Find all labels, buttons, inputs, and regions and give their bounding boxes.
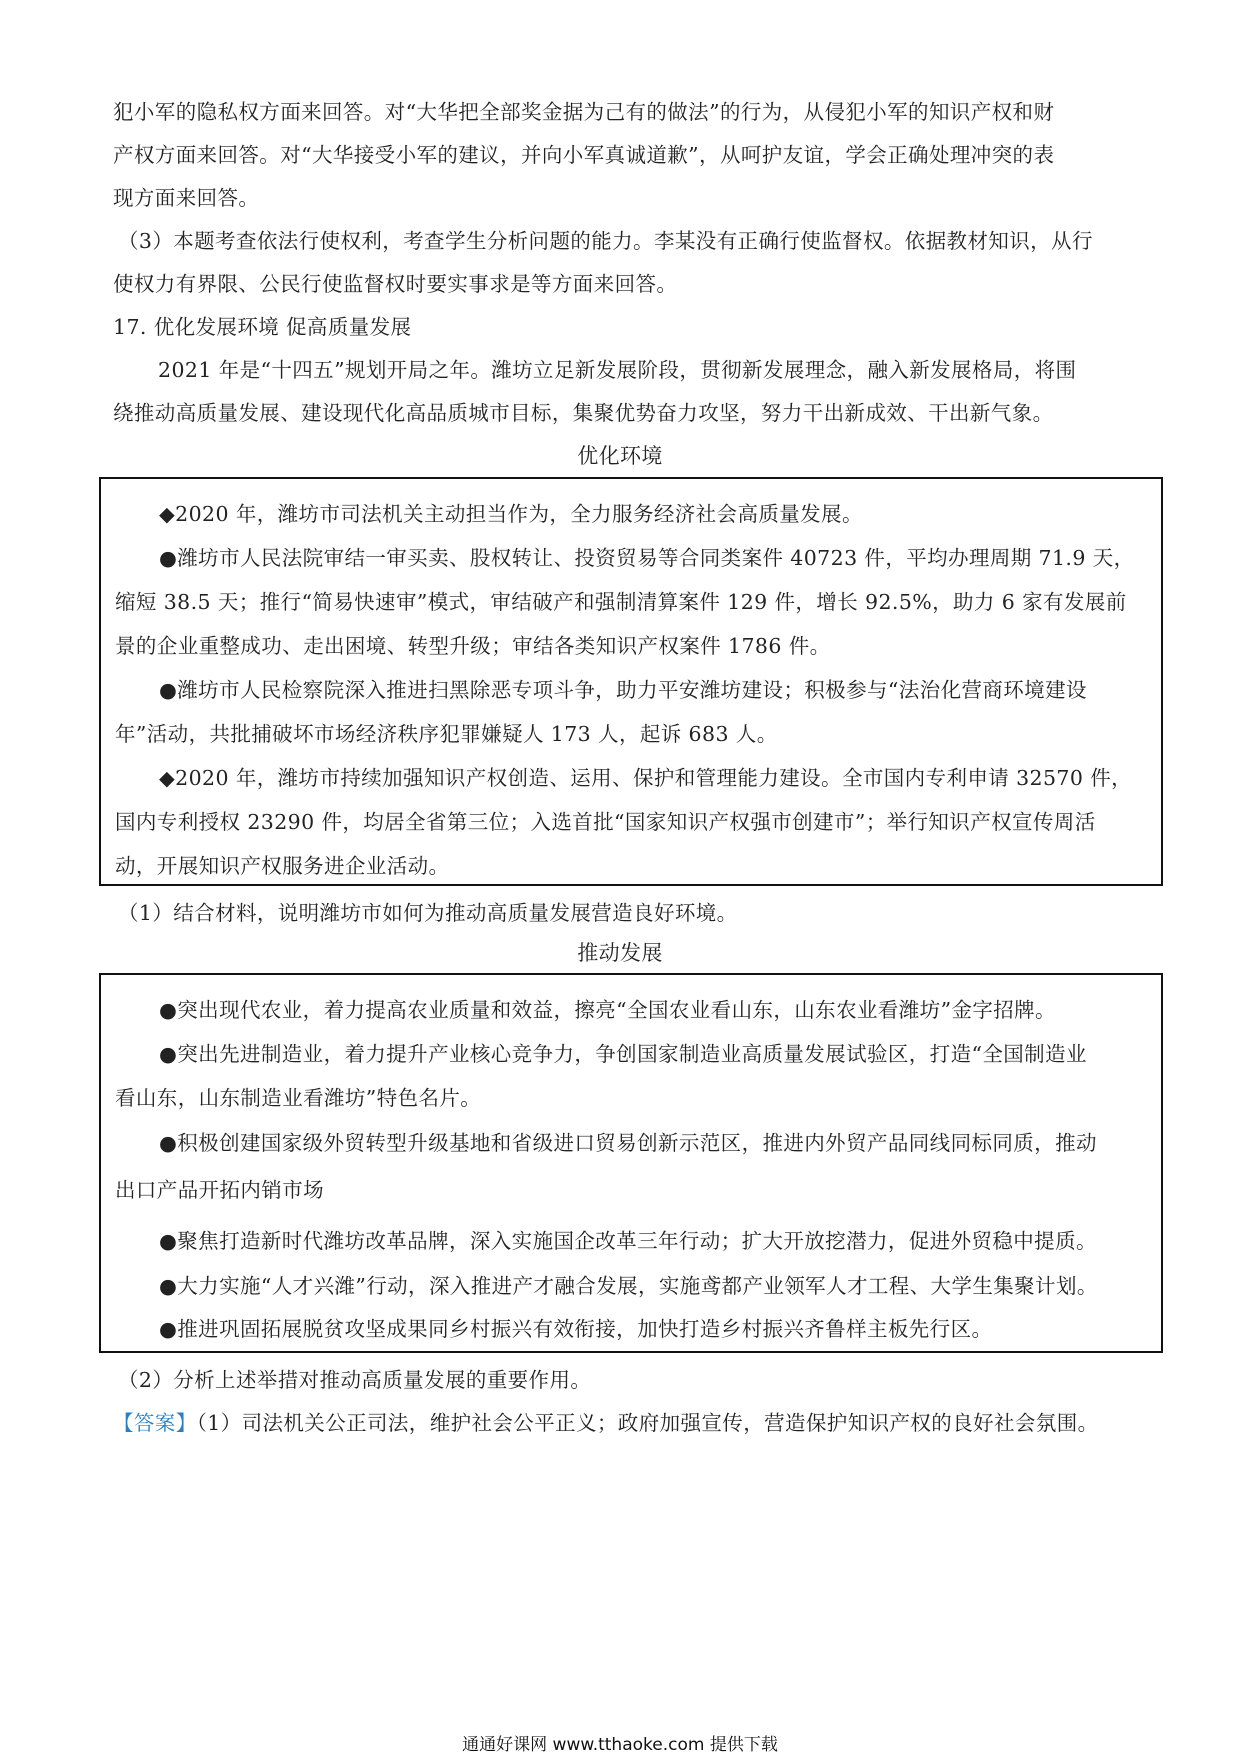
box2-heading: 推动发展 [577,941,663,965]
q3-line-2: 使权力有界限、公民行使监督权时要实事求是等方面来回答。 [113,272,678,296]
box2-line-2: ●突出先进制造业，着力提升产业核心竞争力，争创国家制造业高质量发展试验区，打造“全国制造业 [159,1042,1087,1066]
answer-tag: 【答案】 [113,1411,197,1435]
box1-line-4: 景的企业重整成功、走出困境、转型升级；审结各类知识产权案件 1786 件。 [115,634,831,658]
intro-line-2: 产权方面来回答。对“大华接受小军的建议，并向小军真诚道歉”，从呵护友谊，学会正确处理冲突的表 [113,143,1055,167]
box2-line-7: ●大力实施“人才兴潍”行动，深入推进产才融合发展，实施鸢都产业领军人才工程、大学生集聚计划。 [159,1274,1098,1298]
question-17-title: 17. 优化发展环境 促高质量发展 [113,315,412,339]
box1-line-9: 动，开展知识产权服务进企业活动。 [115,854,450,878]
sub-question-2: （2）分析上述举措对推动高质量发展的重要作用。 [118,1368,592,1392]
box2-line-4: ●积极创建国家级外贸转型升级基地和省级进口贸易创新示范区，推进内外贸产品同线同标同质，推动 [159,1131,1097,1155]
answer-line [113,1406,1099,1436]
page-footer: 通通好课网 www.tthaoke.com 提供下载 [462,1735,778,1755]
intro-line-1: 犯小军的隐私权方面来回答。对“大华把全部奖金据为己有的做法”的行为，从侵犯小军的知识产权和财 [113,100,1055,124]
box2-line-1: ●突出现代农业，着力提高农业质量和效益，擦亮“全国农业看山东，山东农业看潍坊”金字招牌。 [159,998,1056,1022]
box1-heading: 优化环境 [577,444,663,468]
q17-intro-line-2: 绕推动高质量发展、建设现代化高品质城市目标，集聚优势奋力攻坚，努力干出新成效、干出新气象。 [113,401,1054,425]
q3-line-1: （3）本题考查依法行使权利，考查学生分析问题的能力。李某没有正确行使监督权。依据教材知识，从行 [118,229,1093,253]
box1-line-1: ◆2020 年，潍坊市司法机关主动担当作为，全力服务经济社会高质量发展。 [159,502,863,526]
box1-line-3: 缩短 38.5 天；推行“简易快速审”模式，审结破产和强制清算案件 129 件，增长 92.5%，助力 6 家有发展前 [115,590,1127,614]
box2-line-8: ●推进巩固拓展脱贫攻坚成果同乡村振兴有效衔接，加快打造乡村振兴齐鲁样主板先行区。 [159,1317,993,1341]
box1-line-2: ●潍坊市人民法院审结一审买卖、股权转让、投资贸易等合同类案件 40723 件，平均办理周期 71.9 天， [159,546,1135,570]
box1-line-6: 年”活动，共批捕破坏市场经济秩序犯罪嫌疑人 173 人，起诉 683 人。 [115,722,778,746]
material-box-1 [99,477,1163,886]
box1-line-5: ●潍坊市人民检察院深入推进扫黑除恶专项斗争，助力平安潍坊建设；积极参与“法治化营商环境建设 [159,678,1087,702]
intro-line-3: 现方面来回答。 [113,186,260,210]
box1-line-8: 国内专利授权 23290 件，均居全省第三位；入选首批“国家知识产权强市创建市”；举行知识产权宣传周活 [115,810,1096,834]
box2-line-3: 看山东，山东制造业看潍坊”特色名片。 [115,1086,482,1110]
box2-line-6: ●聚焦打造新时代潍坊改革品牌，深入实施国企改革三年行动；扩大开放挖潜力，促进外贸稳中提质。 [159,1229,1097,1253]
box1-line-7: ◆2020 年，潍坊市持续加强知识产权创造、运用、保护和管理能力建设。全市国内专利申请 32570 件， [159,766,1132,790]
answer-text: （1）司法机关公正司法，维护社会公平正义；政府加强宣传，营造保护知识产权的良好社会氛围。 [196,1411,1099,1435]
material-box-2 [99,973,1163,1353]
sub-question-1: （1）结合材料，说明潍坊市如何为推动高质量发展营造良好环境。 [118,901,738,925]
q17-intro-line-1: 2021 年是“十四五”规划开局之年。潍坊立足新发展阶段，贯彻新发展理念，融入新发展格局，将围 [158,358,1077,382]
box2-line-5: 出口产品开拓内销市场 [115,1178,324,1202]
